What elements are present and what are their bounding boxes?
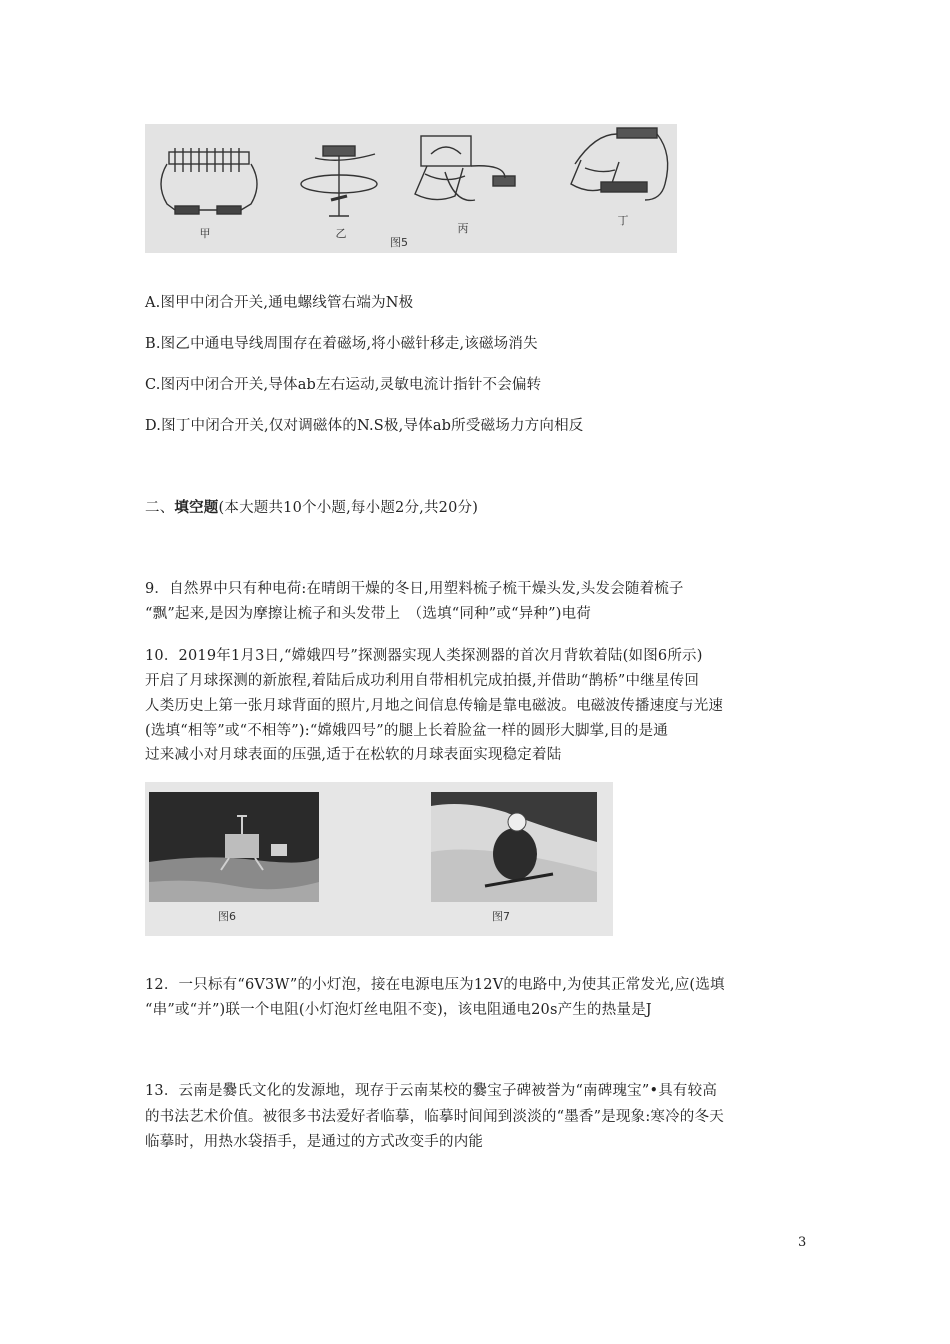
diagram-bing: [415, 136, 515, 200]
page-number: 3: [798, 1235, 807, 1250]
q13-line-3: 临摹时，用热水袋捂手，是通过的方式改变手的内能: [145, 1134, 484, 1150]
wire-right: [241, 164, 257, 210]
option-a: A.图甲中闭合开关,通电螺线管右端为N极: [145, 295, 414, 311]
option-c: C.图丙中闭合开关,导体ab左右运动,灵敏电流计指针不会偏转: [145, 377, 542, 393]
diagram-yi: [301, 146, 377, 216]
option-b: B.图乙中通电导线周围存在着磁场,将小磁针移走,该磁场消失: [145, 336, 538, 352]
figure-5: [145, 124, 677, 253]
figures-6-7: [145, 782, 613, 936]
section-title: 填空题: [174, 499, 219, 516]
section-heading: [145, 497, 478, 519]
figure-7-caption: 图7: [492, 910, 510, 923]
figure-5-drawing: [145, 124, 677, 253]
compass-needle: [331, 196, 347, 200]
q10-line-2: 开启了月球探测的新旅程,着陆后成功利用自带相机完成拍摄,并借助“鹊桥”中继星传回: [145, 673, 700, 689]
battery-ding: [617, 128, 657, 138]
diagram-jia: [161, 148, 257, 214]
q10-line-4: (选填“相等”或“不相等”):“嫦娥四号”的腿上长着脸盆一样的圆形大脚掌,目的是通: [145, 723, 668, 739]
battery: [175, 206, 199, 214]
q10-line-1: 10．2019年1月3日,“嫦娥四号”探测器实现人类探测器的首次月背软着陆(如图6所示): [145, 648, 703, 664]
magnet-u: [415, 166, 463, 200]
q9-line-1: 9．自然界中只有种电荷:在晴朗干燥的冬日,用塑料梳子梳干燥头发,头发会随着梳子: [145, 581, 684, 597]
figure-6-caption: 图6: [218, 910, 236, 923]
q9-line-2: “飘”起来,是因为摩擦让梳子和头发带上 （选填“同种”或“异种”)电荷: [145, 606, 591, 622]
q12-line-1: 12．一只标有“6V3W”的小灯泡，接在电源电压为12V的电路中,为使其正常发光,应(选填: [145, 977, 725, 993]
figure-5-caption: 图5: [390, 236, 408, 249]
photo-6-lander: [225, 834, 259, 858]
q12-line-2: “串”或“并”)联一个电阻(小灯泡灯丝电阻不变)，该电阻通电20s产生的热量是J: [145, 1002, 652, 1018]
wire-left: [161, 164, 175, 210]
diagram-ding: [571, 128, 668, 200]
battery-yi: [323, 146, 355, 156]
section-note: (本大题共10个小题,每小题2分,共20分): [218, 500, 479, 516]
option-d: D.图丁中闭合开关,仅对调磁体的N.S极,导体ab所受磁场力方向相反: [145, 418, 584, 434]
label-yi: 乙: [335, 227, 347, 240]
label-jia: 甲: [199, 227, 211, 240]
q13-line-1: 13．云南是爨氏文化的发源地，现存于云南某校的爨宝子碑被誉为“南碑瑰宝”•具有较高: [145, 1083, 718, 1099]
q10-line-3: 人类历史上第一张月球背面的照片,月地之间信息传输是靠电磁波。电磁波传播速度与光速: [145, 698, 724, 714]
switch: [217, 206, 241, 214]
figures-6-7-drawing: [145, 782, 613, 936]
solenoid-core: [169, 152, 249, 164]
q10-line-5: 过来减小对月球表面的压强,适于在松软的月球表面实现稳定着陆: [145, 747, 562, 763]
label-ding: 丁: [617, 214, 629, 227]
section-prefix: 二、: [145, 500, 175, 516]
q13-line-2: 的书法艺术价值。被很多书法爱好者临摹，临摹时间闻到淡淡的“墨香”是现象:寒冷的冬天: [145, 1109, 724, 1125]
rheostat: [601, 182, 647, 192]
photo-7-skier: [493, 828, 537, 880]
galvanometer: [421, 136, 471, 166]
label-bing: 丙: [457, 222, 469, 235]
switch-bing: [493, 176, 515, 186]
